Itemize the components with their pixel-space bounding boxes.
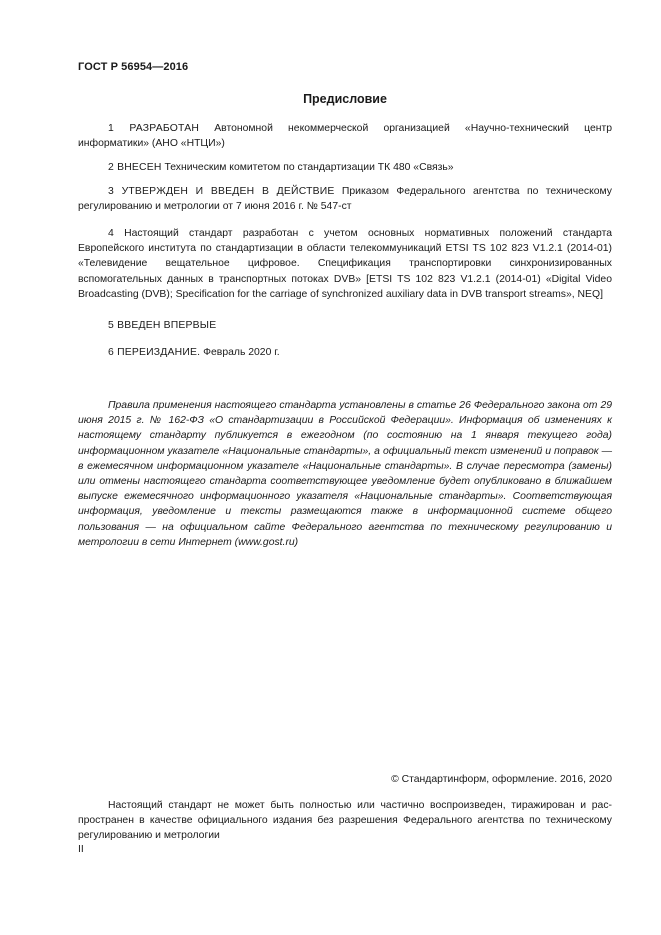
foreword-item-1 (78, 121, 612, 151)
foreword-item-3-lead: 3 УТВЕРЖДЕН И ВВЕДЕН В ДЕЙСТВИЕ (108, 186, 335, 197)
foreword-item-4-text: 4 Настоящий стандарт разработан с учетом основных нормативных положений стандарта Европейского института по стандартизации в области телекоммуникаций ETSI TS 102 823 V1.2.1 (2014-01) «Телевидение вещательное цифровое. Спецификация транспортировки синхронизированных вспомогательных данных в транспортных потоках DVB» [ETSI TS 102 823 V1.2.1 (2014-01) «Digital Video Broadcasting (DVB); Specification for the carriage of synchronized auxiliary data in DVB transport streams», NEQ] (78, 228, 612, 300)
foreword-item-2-lead: 2 ВНЕСЕН (108, 162, 162, 173)
foreword-item-2-text: Техническим комитетом по стандартизации ТК 480 «Связь» (161, 162, 454, 173)
foreword-item-6 (78, 345, 612, 360)
foreword-item-1-lead: 1 РАЗРАБОТАН (108, 123, 200, 134)
foreword-item-1-text: Автономной некоммерческой организацией «Научно-технический центр информатики» (АНО «НТЦИ») (78, 123, 613, 150)
foreword-item-6-text: Февраль 2020 г. (200, 347, 280, 358)
foreword-item-6-lead: 6 ПЕРЕИЗДАНИЕ. (108, 347, 201, 358)
foreword-item-4 (78, 226, 612, 302)
copyright-line: © Стандартинформ, оформление. 2016, 2020 (391, 774, 612, 785)
foreword-item-5 (78, 318, 612, 333)
standard-id-header: ГОСТ Р 56954—2016 (78, 61, 189, 73)
foreword-item-5-lead: 5 ВВЕДЕН ВПЕРВЫЕ (108, 320, 217, 331)
foreword-item-2 (78, 160, 612, 175)
foreword-item-3-text: Приказом Федерального агентства по техническому регулированию и метрологии от 7 июня 2016 г. № 547-ст (78, 186, 612, 213)
foreword-item-3 (78, 184, 612, 214)
reproduction-notice: Настоящий стандарт не может быть полностью или частично воспроизведен, тиражирован и распространен в качестве официального издания без разрешения Федерального агентства по техническому регулированию и метрологии (78, 800, 612, 842)
page-number: II (78, 844, 84, 855)
foreword-title: Предисловие (303, 92, 387, 106)
application-rules-note: Правила применения настоящего стандарта установлены в статье 26 Федерального закона от 29 июня 2015 г. № 162-ФЗ «О стандартизации в Российской Федерации». Информация об изменениях к настоящему стандарту публикуется в ежегодном (по состоянию на 1 января текущего года) информационном указателе «Национальные стандарты», а официальный текст изменений и поправок — в ежемесячном информационном указателе «Национальные стандарты». В случае пересмотра (замены) или отмены настоящего стандарта соответствующее уведомление будет опубликовано в ближайшем выпуске ежемесячного информационного указателя «Национальные стандарты». Соответствующая информация, уведомление и тексты размещаются также в информационной системе общего пользования — на официальном сайте Федерального агентства по техническому регулированию и метрологии в сети Интернет (www.gost.ru) (78, 400, 612, 548)
